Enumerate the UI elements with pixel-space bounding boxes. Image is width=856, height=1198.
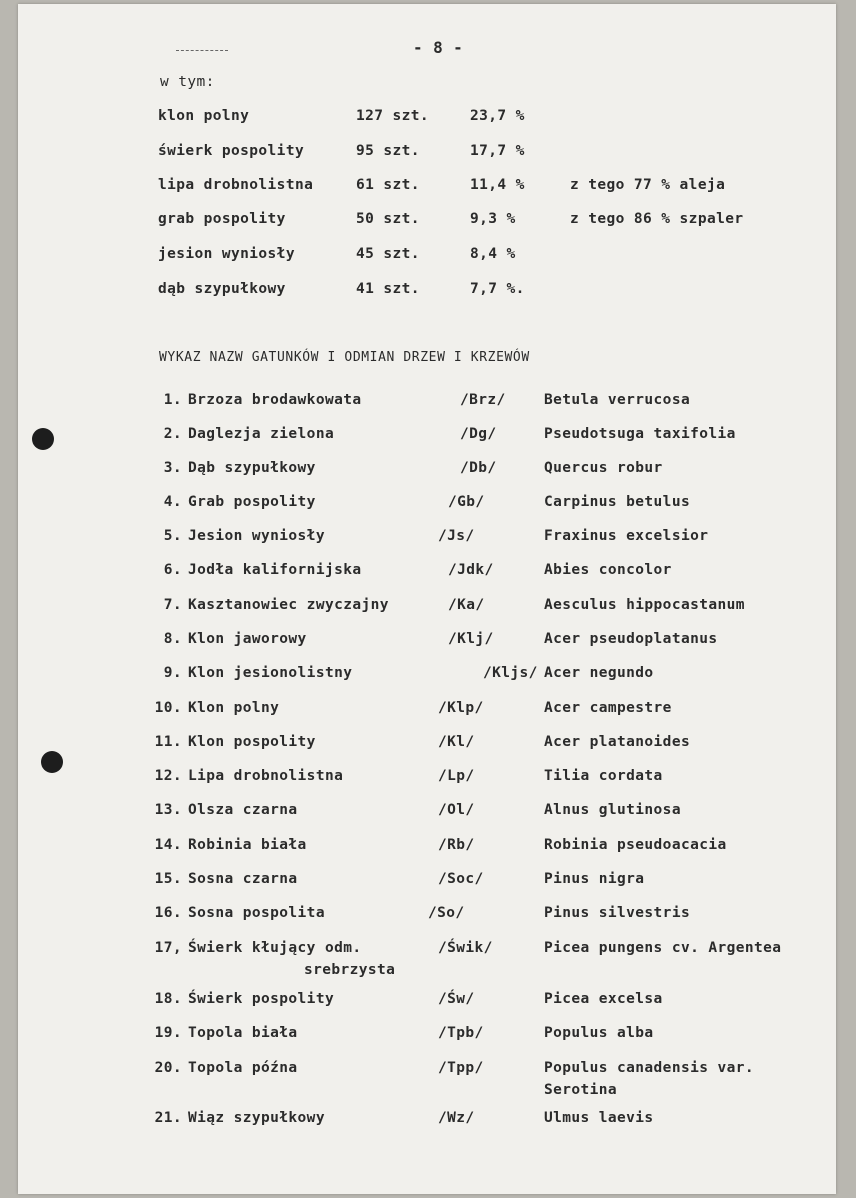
species-latin-name: Acer pseudoplatanus xyxy=(544,631,718,647)
species-number: 8. xyxy=(163,631,182,647)
species-abbreviation: /Ol/ xyxy=(438,802,475,818)
summary-name: klon polny xyxy=(158,108,250,124)
species-abbreviation: /Kljs/ xyxy=(483,665,538,681)
species-abbreviation: /Klj/ xyxy=(448,631,494,647)
species-list-heading: WYKAZ NAZW GATUNKÓW I ODMIAN DRZEW I KRZEWÓW xyxy=(159,350,530,365)
summary-name: dąb szypułkowy xyxy=(158,281,286,297)
species-number: 10. xyxy=(154,700,182,716)
species-latin-name: Populus alba xyxy=(544,1025,654,1041)
species-abbreviation: /Św/ xyxy=(438,991,475,1007)
species-number: 21. xyxy=(154,1110,182,1126)
species-polish-name: Brzoza brodawkowata xyxy=(188,392,362,408)
species-abbreviation: /So/ xyxy=(428,905,465,921)
summary-percent: 11,4 % xyxy=(470,177,525,193)
species-polish-name: Klon polny xyxy=(188,700,280,716)
species-abbreviation: /Kl/ xyxy=(438,734,475,750)
species-number: 7. xyxy=(163,597,182,613)
species-latin-name: Ulmus laevis xyxy=(544,1110,654,1126)
species-latin-name: Populus canadensis var. xyxy=(544,1060,754,1076)
species-number: 3. xyxy=(163,460,182,476)
species-abbreviation: /Świk/ xyxy=(438,940,493,956)
species-latin-name: Alnus glutinosa xyxy=(544,802,681,818)
species-polish-name: Robinia biała xyxy=(188,837,307,853)
species-number: 16. xyxy=(154,905,182,921)
summary-quantity: 41 szt. xyxy=(356,281,420,297)
species-number: 12. xyxy=(154,768,182,784)
species-abbreviation: /Tpb/ xyxy=(438,1025,484,1041)
species-latin-name: Acer platanoides xyxy=(544,734,691,750)
page-number: - 8 - xyxy=(413,38,464,57)
summary-name: lipa drobnolistna xyxy=(158,177,314,193)
species-polish-name: Daglezja zielona xyxy=(188,426,335,442)
species-latin-name: Robinia pseudoacacia xyxy=(544,837,727,853)
species-latin-name: Pseudotsuga taxifolia xyxy=(544,426,736,442)
species-polish-name: Grab pospolity xyxy=(188,494,316,510)
summary-percent: 7,7 %. xyxy=(470,281,525,297)
species-latin-name: Acer campestre xyxy=(544,700,672,716)
summary-name: jesion wyniosły xyxy=(158,246,295,262)
species-latin-name-continued: Serotina xyxy=(544,1082,618,1098)
species-polish-name: Świerk kłujący odm. xyxy=(188,940,362,956)
species-abbreviation: /Wz/ xyxy=(438,1110,475,1126)
summary-quantity: 95 szt. xyxy=(356,143,420,159)
species-number: 14. xyxy=(154,837,182,853)
summary-intro: w tym: xyxy=(160,74,215,90)
summary-percent: 17,7 % xyxy=(470,143,525,159)
species-latin-name: Acer negundo xyxy=(544,665,654,681)
species-polish-name-continued: srebrzysta xyxy=(304,962,396,978)
summary-quantity: 45 szt. xyxy=(356,246,420,262)
species-number: 17, xyxy=(154,940,182,956)
species-number: 6. xyxy=(163,562,182,578)
punch-hole-top xyxy=(32,428,54,450)
species-abbreviation: /Lp/ xyxy=(438,768,475,784)
species-polish-name: Topola późna xyxy=(188,1060,298,1076)
species-polish-name: Klon jesionolistny xyxy=(188,665,353,681)
species-latin-name: Picea excelsa xyxy=(544,991,663,1007)
species-latin-name: Abies concolor xyxy=(544,562,672,578)
species-number: 4. xyxy=(163,494,182,510)
species-polish-name: Klon pospolity xyxy=(188,734,316,750)
species-latin-name: Pinus silvestris xyxy=(544,905,691,921)
species-latin-name: Quercus robur xyxy=(544,460,663,476)
species-polish-name: Jesion wyniosły xyxy=(188,528,325,544)
species-number: 20. xyxy=(154,1060,182,1076)
document-page xyxy=(18,4,836,1194)
summary-note: z tego 77 % aleja xyxy=(570,177,726,193)
species-polish-name: Klon jaworowy xyxy=(188,631,307,647)
summary-percent: 9,3 % xyxy=(470,211,516,227)
species-polish-name: Sosna czarna xyxy=(188,871,298,887)
species-abbreviation: /Gb/ xyxy=(448,494,485,510)
summary-note: z tego 86 % szpaler xyxy=(570,211,744,227)
summary-percent: 23,7 % xyxy=(470,108,525,124)
species-number: 19. xyxy=(154,1025,182,1041)
punch-hole-bottom xyxy=(41,751,63,773)
species-latin-name: Fraxinus excelsior xyxy=(544,528,709,544)
species-number: 18. xyxy=(154,991,182,1007)
species-polish-name: Sosna pospolita xyxy=(188,905,325,921)
species-polish-name: Olsza czarna xyxy=(188,802,298,818)
species-latin-name: Pinus nigra xyxy=(544,871,645,887)
species-number: 5. xyxy=(163,528,182,544)
species-abbreviation: /Jdk/ xyxy=(448,562,494,578)
species-abbreviation: /Tpp/ xyxy=(438,1060,484,1076)
summary-quantity: 61 szt. xyxy=(356,177,420,193)
species-latin-name: Carpinus betulus xyxy=(544,494,691,510)
species-latin-name: Picea pungens cv. Argentea xyxy=(544,940,782,956)
species-abbreviation: /Klp/ xyxy=(438,700,484,716)
species-abbreviation: /Rb/ xyxy=(438,837,475,853)
species-latin-name: Betula verrucosa xyxy=(544,392,691,408)
species-polish-name: Świerk pospolity xyxy=(188,991,335,1007)
species-number: 1. xyxy=(163,392,182,408)
summary-percent: 8,4 % xyxy=(470,246,516,262)
species-number: 11. xyxy=(154,734,182,750)
species-number: 9. xyxy=(163,665,182,681)
species-abbreviation: /Ka/ xyxy=(448,597,485,613)
species-latin-name: Tilia cordata xyxy=(544,768,663,784)
species-abbreviation: /Db/ xyxy=(460,460,497,476)
summary-quantity: 50 szt. xyxy=(356,211,420,227)
species-latin-name: Aesculus hippocastanum xyxy=(544,597,745,613)
species-abbreviation: /Js/ xyxy=(438,528,475,544)
species-number: 15. xyxy=(154,871,182,887)
species-abbreviation: /Soc/ xyxy=(438,871,484,887)
species-abbreviation: /Dg/ xyxy=(460,426,497,442)
species-polish-name: Kasztanowiec zwyczajny xyxy=(188,597,389,613)
species-polish-name: Jodła kalifornijska xyxy=(188,562,362,578)
summary-name: świerk pospolity xyxy=(158,143,305,159)
header-dash-line xyxy=(176,50,228,51)
species-polish-name: Dąb szypułkowy xyxy=(188,460,316,476)
summary-name: grab pospolity xyxy=(158,211,286,227)
species-abbreviation: /Brz/ xyxy=(460,392,506,408)
species-number: 2. xyxy=(163,426,182,442)
species-polish-name: Lipa drobnolistna xyxy=(188,768,344,784)
species-polish-name: Topola biała xyxy=(188,1025,298,1041)
species-polish-name: Wiąz szypułkowy xyxy=(188,1110,325,1126)
species-number: 13. xyxy=(154,802,182,818)
summary-quantity: 127 szt. xyxy=(356,108,430,124)
